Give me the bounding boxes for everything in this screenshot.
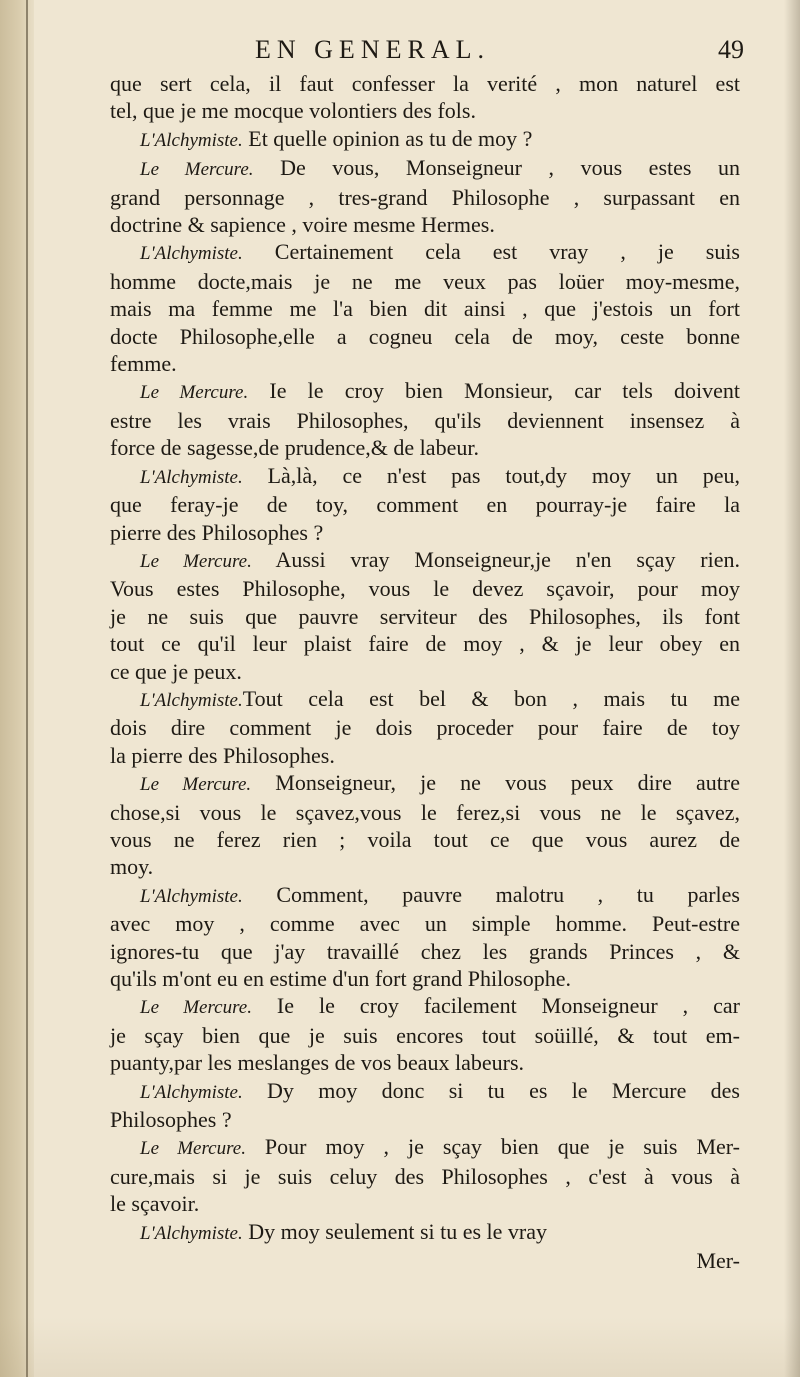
line-text: que sert cela, il faut confesser la verité , mon naturel est xyxy=(110,71,740,96)
text-line xyxy=(110,881,740,910)
line-text: Dy moy donc si tu es le Mercure des xyxy=(242,1077,740,1103)
line-text: qu'ils m'ont eu en estime d'un fort grand Philosophe. xyxy=(110,966,572,991)
line-text: Dy moy seulement si tu es le vray xyxy=(242,1218,548,1244)
text-line xyxy=(110,546,740,575)
line-text: estre les vrais Philosophes, qu'ils deviennent insensez à xyxy=(110,407,740,433)
text-line xyxy=(110,70,740,97)
text-line xyxy=(110,910,740,937)
text-line xyxy=(110,519,740,546)
text-line xyxy=(110,769,740,798)
line-text: la pierre des Philosophes. xyxy=(110,742,335,768)
line-text: Ie le croy bien Monsieur, car tels doivent xyxy=(248,378,740,404)
line-text: force de sagesse,de prudence,& de labeur. xyxy=(110,435,479,461)
speaker-name: L'Alchymiste. xyxy=(140,129,243,151)
line-text: moy. xyxy=(110,854,154,880)
text-line xyxy=(110,630,740,657)
running-head: EN GENERAL. xyxy=(255,35,490,64)
line-text: je sçay bien que je suis encores tout soüillé, & tout em- xyxy=(110,1022,740,1048)
text-line xyxy=(110,184,740,211)
text-line xyxy=(110,965,740,992)
line-text: docte Philosophe,elle a cogneu cela de moy, ceste bonne xyxy=(110,323,740,349)
speaker-name: Le Mercure. xyxy=(140,774,252,796)
text-line xyxy=(110,491,740,518)
speaker-name: L'Alchymiste. xyxy=(140,1081,243,1103)
line-text: le sçavoir. xyxy=(110,1191,200,1217)
text-line xyxy=(110,125,740,154)
line-text: chose,si vous le sçavez,vous le ferez,si vous ne le sçavez, xyxy=(110,799,740,825)
text-line xyxy=(110,1022,740,1049)
line-text: avec moy , comme avec un simple homme. Peut-estre xyxy=(110,911,740,937)
speaker-name: Le Mercure. xyxy=(140,382,249,404)
text-line xyxy=(110,1077,740,1106)
text-line xyxy=(110,658,740,685)
line-text: mais ma femme me l'a bien dit ainsi , que j'estois un fort xyxy=(110,296,740,322)
line-text: puanty,par les meslanges de vos beaux labeurs. xyxy=(110,1050,525,1076)
speaker-name: Le Mercure. xyxy=(140,159,254,181)
text-line xyxy=(110,603,740,630)
text-line xyxy=(110,462,740,491)
line-text: Aussi vray Monseigneur,je n'en sçay rien. xyxy=(251,546,740,572)
speaker-name: L'Alchymiste. xyxy=(140,466,243,488)
text-line xyxy=(110,826,740,853)
line-text: Monseigneur, je ne vous peux dire autre xyxy=(251,770,740,796)
text-line xyxy=(110,407,740,434)
text-line xyxy=(110,714,740,741)
text-line xyxy=(110,350,740,377)
page-text-block xyxy=(110,30,744,1274)
gutter-fold-line xyxy=(26,0,28,1377)
text-line xyxy=(110,853,740,880)
line-text: vous ne ferez rien ; voila tout ce que vous aurez de xyxy=(110,826,740,852)
text-line xyxy=(110,1190,740,1217)
text-line xyxy=(110,323,740,350)
line-text: tout ce qu'il leur plaist faire de moy , & je leur obey en xyxy=(110,631,740,657)
page-bottom-tone xyxy=(0,1317,800,1377)
text-line xyxy=(110,1218,740,1247)
line-text: ce que je peux. xyxy=(110,658,242,684)
line-text: De vous, Monseigneur , vous estes un xyxy=(253,155,740,181)
line-text: Tout cela est bel & bon , mais tu me xyxy=(242,685,740,711)
page-edge-shadow xyxy=(784,0,800,1377)
speaker-name: L'Alchymiste. xyxy=(140,689,243,711)
text-line xyxy=(110,1133,740,1162)
line-text: cure,mais si je suis celuy des Philosophes , c'est à vous à xyxy=(110,1163,740,1189)
text-line xyxy=(110,575,740,602)
line-text: dois dire comment je dois proceder pour faire de toy xyxy=(110,715,740,741)
speaker-name: L'Alchymiste. xyxy=(140,885,243,907)
text-line xyxy=(110,799,740,826)
text-line xyxy=(110,938,740,965)
text-line xyxy=(110,992,740,1021)
line-text: je ne suis que pauvre serviteur des Philosophes, ils font xyxy=(110,603,740,629)
line-text: Vous estes Philosophe, vous le devez sçavoir, pour moy xyxy=(110,576,740,602)
line-text: Pour moy , je sçay bien que je suis Mer- xyxy=(245,1134,740,1160)
line-text: homme docte,mais je ne me veux pas loüer moy-mesme, xyxy=(110,268,740,294)
speaker-name: L'Alchymiste. xyxy=(140,1222,243,1244)
text-line xyxy=(110,1049,740,1076)
line-text: que feray-je de toy, comment en pourray-je faire la xyxy=(110,492,740,518)
speaker-name: Le Mercure. xyxy=(140,550,252,572)
text-line xyxy=(110,154,740,183)
line-text: grand personnage , tres-grand Philosophe , surpassant en xyxy=(110,184,740,210)
text-line xyxy=(110,97,740,124)
text-line xyxy=(110,268,740,295)
page-header xyxy=(110,30,744,70)
line-text: pierre des Philosophes ? xyxy=(110,519,324,545)
text-line xyxy=(110,1106,740,1133)
text-line xyxy=(110,1163,740,1190)
speaker-name: Le Mercure. xyxy=(140,1138,246,1160)
line-text: femme. xyxy=(110,351,177,377)
line-text: Certainement cela est vray , je suis xyxy=(242,239,740,265)
line-text: Là,là, ce n'est pas tout,dy moy un peu, xyxy=(242,462,740,488)
line-text: doctrine & sapience , voire mesme Hermes. xyxy=(110,212,495,238)
line-text: ignores-tu que j'ay travaillé chez les grands Princes , & xyxy=(110,938,740,964)
text-line xyxy=(110,742,740,769)
line-text: Comment, pauvre malotru , tu parles xyxy=(242,881,740,907)
line-text: Ie le croy facilement Monseigneur , car xyxy=(251,993,740,1019)
page-number: 49 xyxy=(718,35,744,64)
speaker-name: L'Alchymiste. xyxy=(140,243,243,265)
catchword: Mer- xyxy=(696,1248,740,1274)
text-line xyxy=(110,295,740,322)
text-line xyxy=(110,238,740,267)
text-line xyxy=(110,685,740,714)
text-line xyxy=(110,377,740,406)
page-gutter xyxy=(0,0,34,1377)
dialogue-body xyxy=(110,70,740,1274)
text-line xyxy=(110,434,740,461)
line-text: tel, que je me mocque volontiers des fols. xyxy=(110,98,476,124)
text-line xyxy=(110,211,740,238)
line-text: Philosophes ? xyxy=(110,1107,232,1133)
line-text: Et quelle opinion as tu de moy ? xyxy=(242,125,533,151)
speaker-name: Le Mercure. xyxy=(140,997,252,1019)
